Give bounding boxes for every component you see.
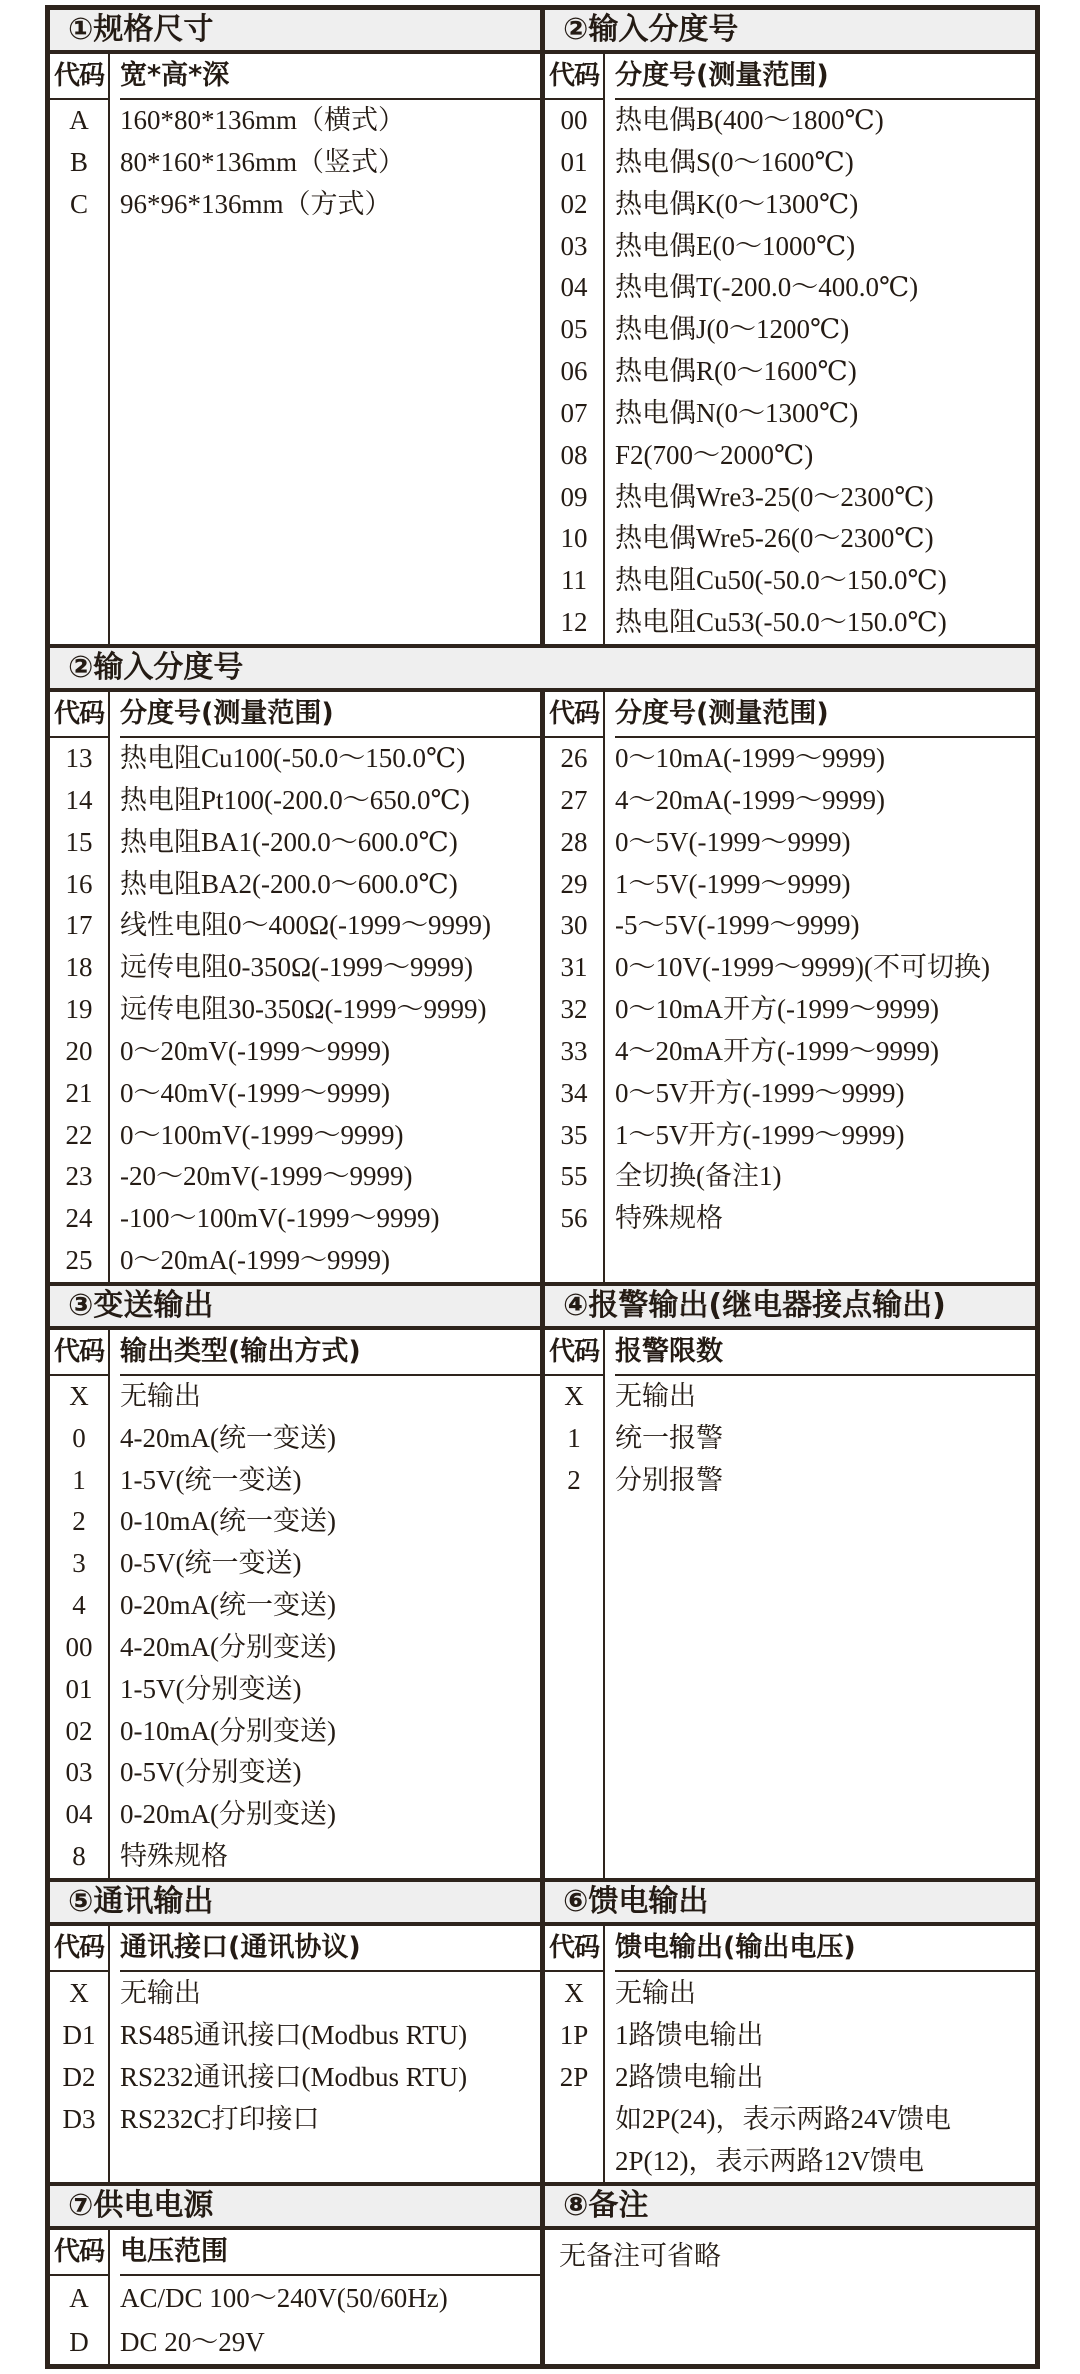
section-title-transmit-output: ③变送输出: [50, 1286, 540, 1330]
section-title-input-graduation-a: ②输入分度号: [545, 10, 1035, 54]
desc-column: [605, 1926, 1035, 2182]
desc-cell: 0～10V(-1999～9999)(不可切换): [615, 952, 990, 983]
code-cell: 1P: [559, 2020, 589, 2050]
code-cell: B: [69, 146, 88, 177]
desc-cell: 2路馈电输出: [615, 2062, 764, 2092]
code-cell: 21: [65, 1077, 93, 1108]
code-column: [50, 1330, 110, 1878]
code-cell: 27: [560, 784, 588, 815]
section-body-input-graduation-a: [545, 54, 1035, 644]
column-header-desc: 报警限数: [615, 1330, 1035, 1376]
section-body-input-graduation-b: [50, 692, 1035, 1282]
desc-cell: 4～20mA开方(-1999～9999): [615, 1035, 939, 1066]
code-cell: X: [69, 1381, 89, 1411]
section-input-graduation-a: [540, 10, 1035, 644]
column-header-code: 代码: [545, 1926, 603, 1972]
desc-cell: 0-10mA(分别变送): [120, 1715, 336, 1746]
code-cell: 3: [72, 1548, 86, 1579]
desc-cell: 特殊规格: [120, 1841, 228, 1872]
column-header-desc: 输出类型(输出方式): [120, 1330, 540, 1376]
code-cell: 20: [65, 1035, 93, 1066]
code-cell: 16: [65, 868, 93, 899]
desc-column: [605, 692, 1035, 1282]
desc-cell: 热电偶T(-200.0～400.0℃): [615, 272, 919, 303]
column-header-code: 代码: [50, 1926, 108, 1972]
section-body-comm-output: [50, 1926, 540, 2182]
code-cell: 22: [65, 1119, 93, 1150]
desc-cell: 0～5V(-1999～9999): [615, 826, 851, 857]
code-cell: 1: [567, 1422, 581, 1453]
code-cell: 35: [560, 1119, 588, 1150]
code-cell: A: [69, 2283, 89, 2313]
code-cell: 32: [560, 994, 588, 1025]
code-cell: 0: [72, 1422, 86, 1453]
code-cell: 00: [560, 105, 588, 135]
code-cell: D: [69, 2327, 89, 2357]
desc-column: [605, 54, 1035, 644]
desc-cell: 全切换(备注1): [615, 1161, 782, 1192]
desc-cell: 线性电阻0～400Ω(-1999～9999): [120, 910, 492, 941]
code-cell: 28: [560, 826, 588, 857]
desc-cell: 特殊规格: [615, 1203, 723, 1234]
desc-cell: 0～5V开方(-1999～9999): [615, 1077, 905, 1108]
code-cell: 34: [560, 1077, 588, 1108]
page: [0, 5, 1080, 2374]
desc-cell: -5～5V(-1999～9999): [615, 910, 860, 941]
desc-cell: 热电阻Cu53(-50.0～150.0℃): [615, 607, 947, 638]
section-transmit-output: [50, 1286, 540, 1878]
code-cell: 55: [560, 1161, 588, 1192]
spec-table: [45, 5, 1040, 2369]
code-cell: 04: [560, 272, 588, 303]
code-cell: 14: [65, 784, 93, 815]
code-cell: 03: [65, 1757, 93, 1788]
desc-cell: AC/DC 100～240V(50/60Hz): [120, 2283, 448, 2313]
section-feed-output: [540, 1882, 1035, 2182]
desc-cell: 热电阻BA1(-200.0～600.0℃): [120, 826, 458, 857]
section-alarm-output: [540, 1286, 1035, 1878]
desc-cell: 0～10mA(-1999～9999): [615, 743, 885, 773]
desc-cell: 160*80*136mm（横式）: [120, 105, 406, 135]
column-header-code: 代码: [50, 2230, 108, 2276]
code-cell: 17: [65, 910, 93, 941]
code-cell: X: [69, 1978, 89, 2008]
desc-cell: 4～20mA(-1999～9999): [615, 784, 885, 815]
code-cell: A: [69, 105, 89, 135]
band-comm-and-feed: [50, 1878, 1035, 2182]
section-title-alarm-output: ④报警输出(继电器接点输出): [545, 1286, 1035, 1330]
code-column: [50, 2230, 110, 2364]
section-body-feed-output: [545, 1926, 1035, 2182]
column-header-desc: 分度号(测量范围): [615, 54, 1035, 100]
input-graduation-right-half: [540, 692, 1035, 1282]
desc-column: [110, 1330, 540, 1878]
desc-column: [110, 2230, 540, 2364]
section-title-power-supply: ⑦供电电源: [50, 2186, 540, 2230]
desc-cell: F2(700～2000℃): [615, 439, 814, 470]
desc-cell: 统一报警: [615, 1422, 723, 1453]
section-title-feed-output: ⑥馈电输出: [545, 1882, 1035, 1926]
section-remark: [540, 2186, 1035, 2364]
desc-cell: 80*160*136mm（竖式）: [120, 146, 406, 177]
code-cell: 02: [560, 188, 588, 219]
desc-cell: 0-5V(统一变送): [120, 1548, 302, 1579]
band-power-and-remark: [50, 2182, 1035, 2364]
code-cell: 15: [65, 826, 93, 857]
column-header-code: 代码: [50, 692, 108, 738]
code-cell: 02: [65, 1715, 93, 1746]
desc-cell: RS232通讯接口(Modbus RTU): [120, 2062, 468, 2092]
code-cell: 56: [560, 1203, 588, 1234]
desc-cell: 0-20mA(统一变送): [120, 1590, 336, 1621]
code-cell: 01: [560, 146, 588, 177]
desc-cell: 1-5V(分别变送): [120, 1673, 302, 1704]
code-cell: 03: [560, 230, 588, 261]
desc-cell: 热电偶K(0～1300℃): [615, 188, 859, 219]
code-column: [50, 54, 110, 644]
desc-cell: 热电偶N(0～1300℃): [615, 397, 859, 428]
desc-cell: 热电偶S(0～1600℃): [615, 146, 854, 177]
desc-cell: 96*96*136mm（方式）: [120, 188, 392, 219]
code-column: [545, 692, 605, 1282]
column-header-code: 代码: [545, 54, 603, 100]
column-header-code: 代码: [545, 1330, 603, 1376]
code-cell: 2: [72, 1506, 86, 1537]
code-cell: 29: [560, 868, 588, 899]
desc-cell: 0-5V(分别变送): [120, 1757, 302, 1788]
column-header-desc: 电压范围: [120, 2230, 540, 2276]
code-cell: 33: [560, 1035, 588, 1066]
code-column: [50, 1926, 110, 2182]
code-column: [545, 1926, 605, 2182]
desc-cell: 0～20mA(-1999～9999): [120, 1245, 390, 1276]
section-spec-size: [50, 10, 540, 644]
desc-cell: 1～5V(-1999～9999): [615, 868, 851, 899]
desc-column: [110, 692, 540, 1282]
code-cell: 24: [65, 1203, 93, 1234]
column-header-desc: 分度号(测量范围): [120, 692, 540, 738]
code-cell: D2: [62, 2062, 96, 2092]
code-cell: D1: [62, 2020, 96, 2050]
desc-column: [110, 1926, 540, 2182]
desc-cell: 热电偶E(0～1000℃): [615, 230, 856, 261]
code-cell: 11: [561, 565, 587, 596]
band-spec-and-input: [50, 10, 1035, 644]
desc-cell: -20～20mV(-1999～9999): [120, 1161, 413, 1192]
section-body-spec-size: [50, 54, 540, 644]
desc-cell: 4-20mA(分别变送): [120, 1631, 336, 1662]
desc-cell: 0～40mV(-1999～9999): [120, 1077, 390, 1108]
desc-cell: 0-20mA(分别变送): [120, 1799, 336, 1830]
desc-column: [605, 1330, 1035, 1878]
code-cell: 2: [567, 1464, 581, 1495]
section-body-remark: [545, 2230, 1035, 2364]
code-cell: 25: [65, 1245, 93, 1276]
section-title-remark: ⑧备注: [545, 2186, 1035, 2230]
desc-cell: 0～10mA开方(-1999～9999): [615, 994, 939, 1025]
code-cell: 05: [560, 314, 588, 345]
column-header-desc: 通讯接口(通讯协议): [120, 1926, 540, 1972]
code-cell: 13: [65, 743, 93, 773]
desc-column: [110, 54, 540, 644]
code-cell: [545, 2098, 603, 2140]
desc-cell: RS485通讯接口(Modbus RTU): [120, 2020, 468, 2050]
section-title-comm-output: ⑤通讯输出: [50, 1882, 540, 1926]
column-header-code: 代码: [545, 692, 603, 738]
code-cell: 10: [560, 523, 588, 554]
desc-cell: DC 20～29V: [120, 2327, 265, 2357]
desc-cell: 热电阻Cu100(-50.0～150.0℃): [120, 743, 466, 773]
desc-cell: 1-5V(统一变送): [120, 1464, 302, 1495]
code-cell: 8: [72, 1841, 86, 1872]
code-cell: 31: [560, 952, 588, 983]
desc-cell: 远传电阻0-350Ω(-1999～9999): [120, 952, 474, 983]
code-cell: 26: [560, 743, 588, 773]
desc-cell: 2P(12)，表示两路12V馈电: [615, 2146, 924, 2176]
remark-text: 无备注可省略: [559, 2241, 721, 2271]
column-header-desc: 馈电输出(输出电压): [615, 1926, 1035, 1972]
code-cell: 2P: [559, 2062, 589, 2092]
desc-cell: 0～20mV(-1999～9999): [120, 1035, 390, 1066]
band-input-graduation-b: [50, 644, 1035, 1282]
desc-cell: 远传电阻30-350Ω(-1999～9999): [120, 994, 487, 1025]
desc-cell: 0-10mA(统一变送): [120, 1506, 336, 1537]
column-header-desc: 分度号(测量范围): [615, 692, 1035, 738]
column-header-desc: 宽*高*深: [120, 54, 540, 100]
desc-cell: 热电偶Wre3-25(0～2300℃): [615, 481, 934, 512]
desc-cell: 4-20mA(统一变送): [120, 1422, 336, 1453]
section-body-power-supply: [50, 2230, 540, 2364]
desc-cell: 1路馈电输出: [615, 2020, 764, 2050]
code-cell: 12: [560, 607, 588, 638]
code-cell: 1: [72, 1464, 86, 1495]
code-cell: 09: [560, 481, 588, 512]
desc-cell: 热电阻Pt100(-200.0～650.0℃): [120, 784, 470, 815]
desc-cell: RS232C打印接口: [120, 2104, 320, 2134]
section-comm-output: [50, 1882, 540, 2182]
code-cell: 23: [65, 1161, 93, 1192]
input-graduation-left-half: [50, 692, 540, 1282]
code-cell: 30: [560, 910, 588, 941]
desc-cell: 热电偶B(400～1800℃): [615, 105, 884, 135]
code-cell: 01: [65, 1673, 93, 1704]
section-body-alarm-output: [545, 1330, 1035, 1878]
column-header-code: 代码: [50, 54, 108, 100]
desc-cell: 热电阻BA2(-200.0～600.0℃): [120, 868, 458, 899]
section-title-spec-size: ①规格尺寸: [50, 10, 540, 54]
code-cell: D3: [62, 2104, 96, 2134]
code-cell: X: [564, 1978, 584, 2008]
desc-cell: 如2P(24)，表示两路24V馈电: [615, 2104, 951, 2134]
code-cell: 06: [560, 356, 588, 387]
code-cell: X: [564, 1381, 584, 1411]
code-column: [545, 1330, 605, 1878]
desc-cell: 分别报警: [615, 1464, 723, 1495]
code-column: [545, 54, 605, 644]
section-power-supply: [50, 2186, 540, 2364]
section-body-transmit-output: [50, 1330, 540, 1878]
desc-cell: 无输出: [615, 1978, 696, 2008]
code-cell: C: [69, 188, 88, 219]
desc-cell: 无输出: [120, 1978, 201, 2008]
desc-cell: 热电偶R(0～1600℃): [615, 356, 857, 387]
desc-cell: 热电偶Wre5-26(0～2300℃): [615, 523, 934, 554]
code-cell: 00: [65, 1631, 93, 1662]
band-transmit-and-alarm: [50, 1282, 1035, 1878]
code-cell: 19: [65, 994, 93, 1025]
code-cell: 04: [65, 1799, 93, 1830]
column-header-code: 代码: [50, 1330, 108, 1376]
desc-cell: 无输出: [615, 1381, 696, 1411]
code-cell: 08: [560, 439, 588, 470]
code-cell: [545, 2140, 603, 2182]
code-column: [50, 692, 110, 1282]
desc-cell: -100～100mV(-1999～9999): [120, 1203, 440, 1234]
desc-cell: 0～100mV(-1999～9999): [120, 1119, 404, 1150]
code-cell: 4: [72, 1590, 86, 1621]
desc-cell: 热电偶J(0～1200℃): [615, 314, 850, 345]
code-cell: 07: [560, 397, 588, 428]
desc-cell: 1～5V开方(-1999～9999): [615, 1119, 905, 1150]
desc-cell: 热电阻Cu50(-50.0～150.0℃): [615, 565, 947, 596]
desc-cell: 无输出: [120, 1381, 201, 1411]
code-cell: 18: [65, 952, 93, 983]
section-title-input-graduation-b: ②输入分度号: [50, 648, 1035, 692]
